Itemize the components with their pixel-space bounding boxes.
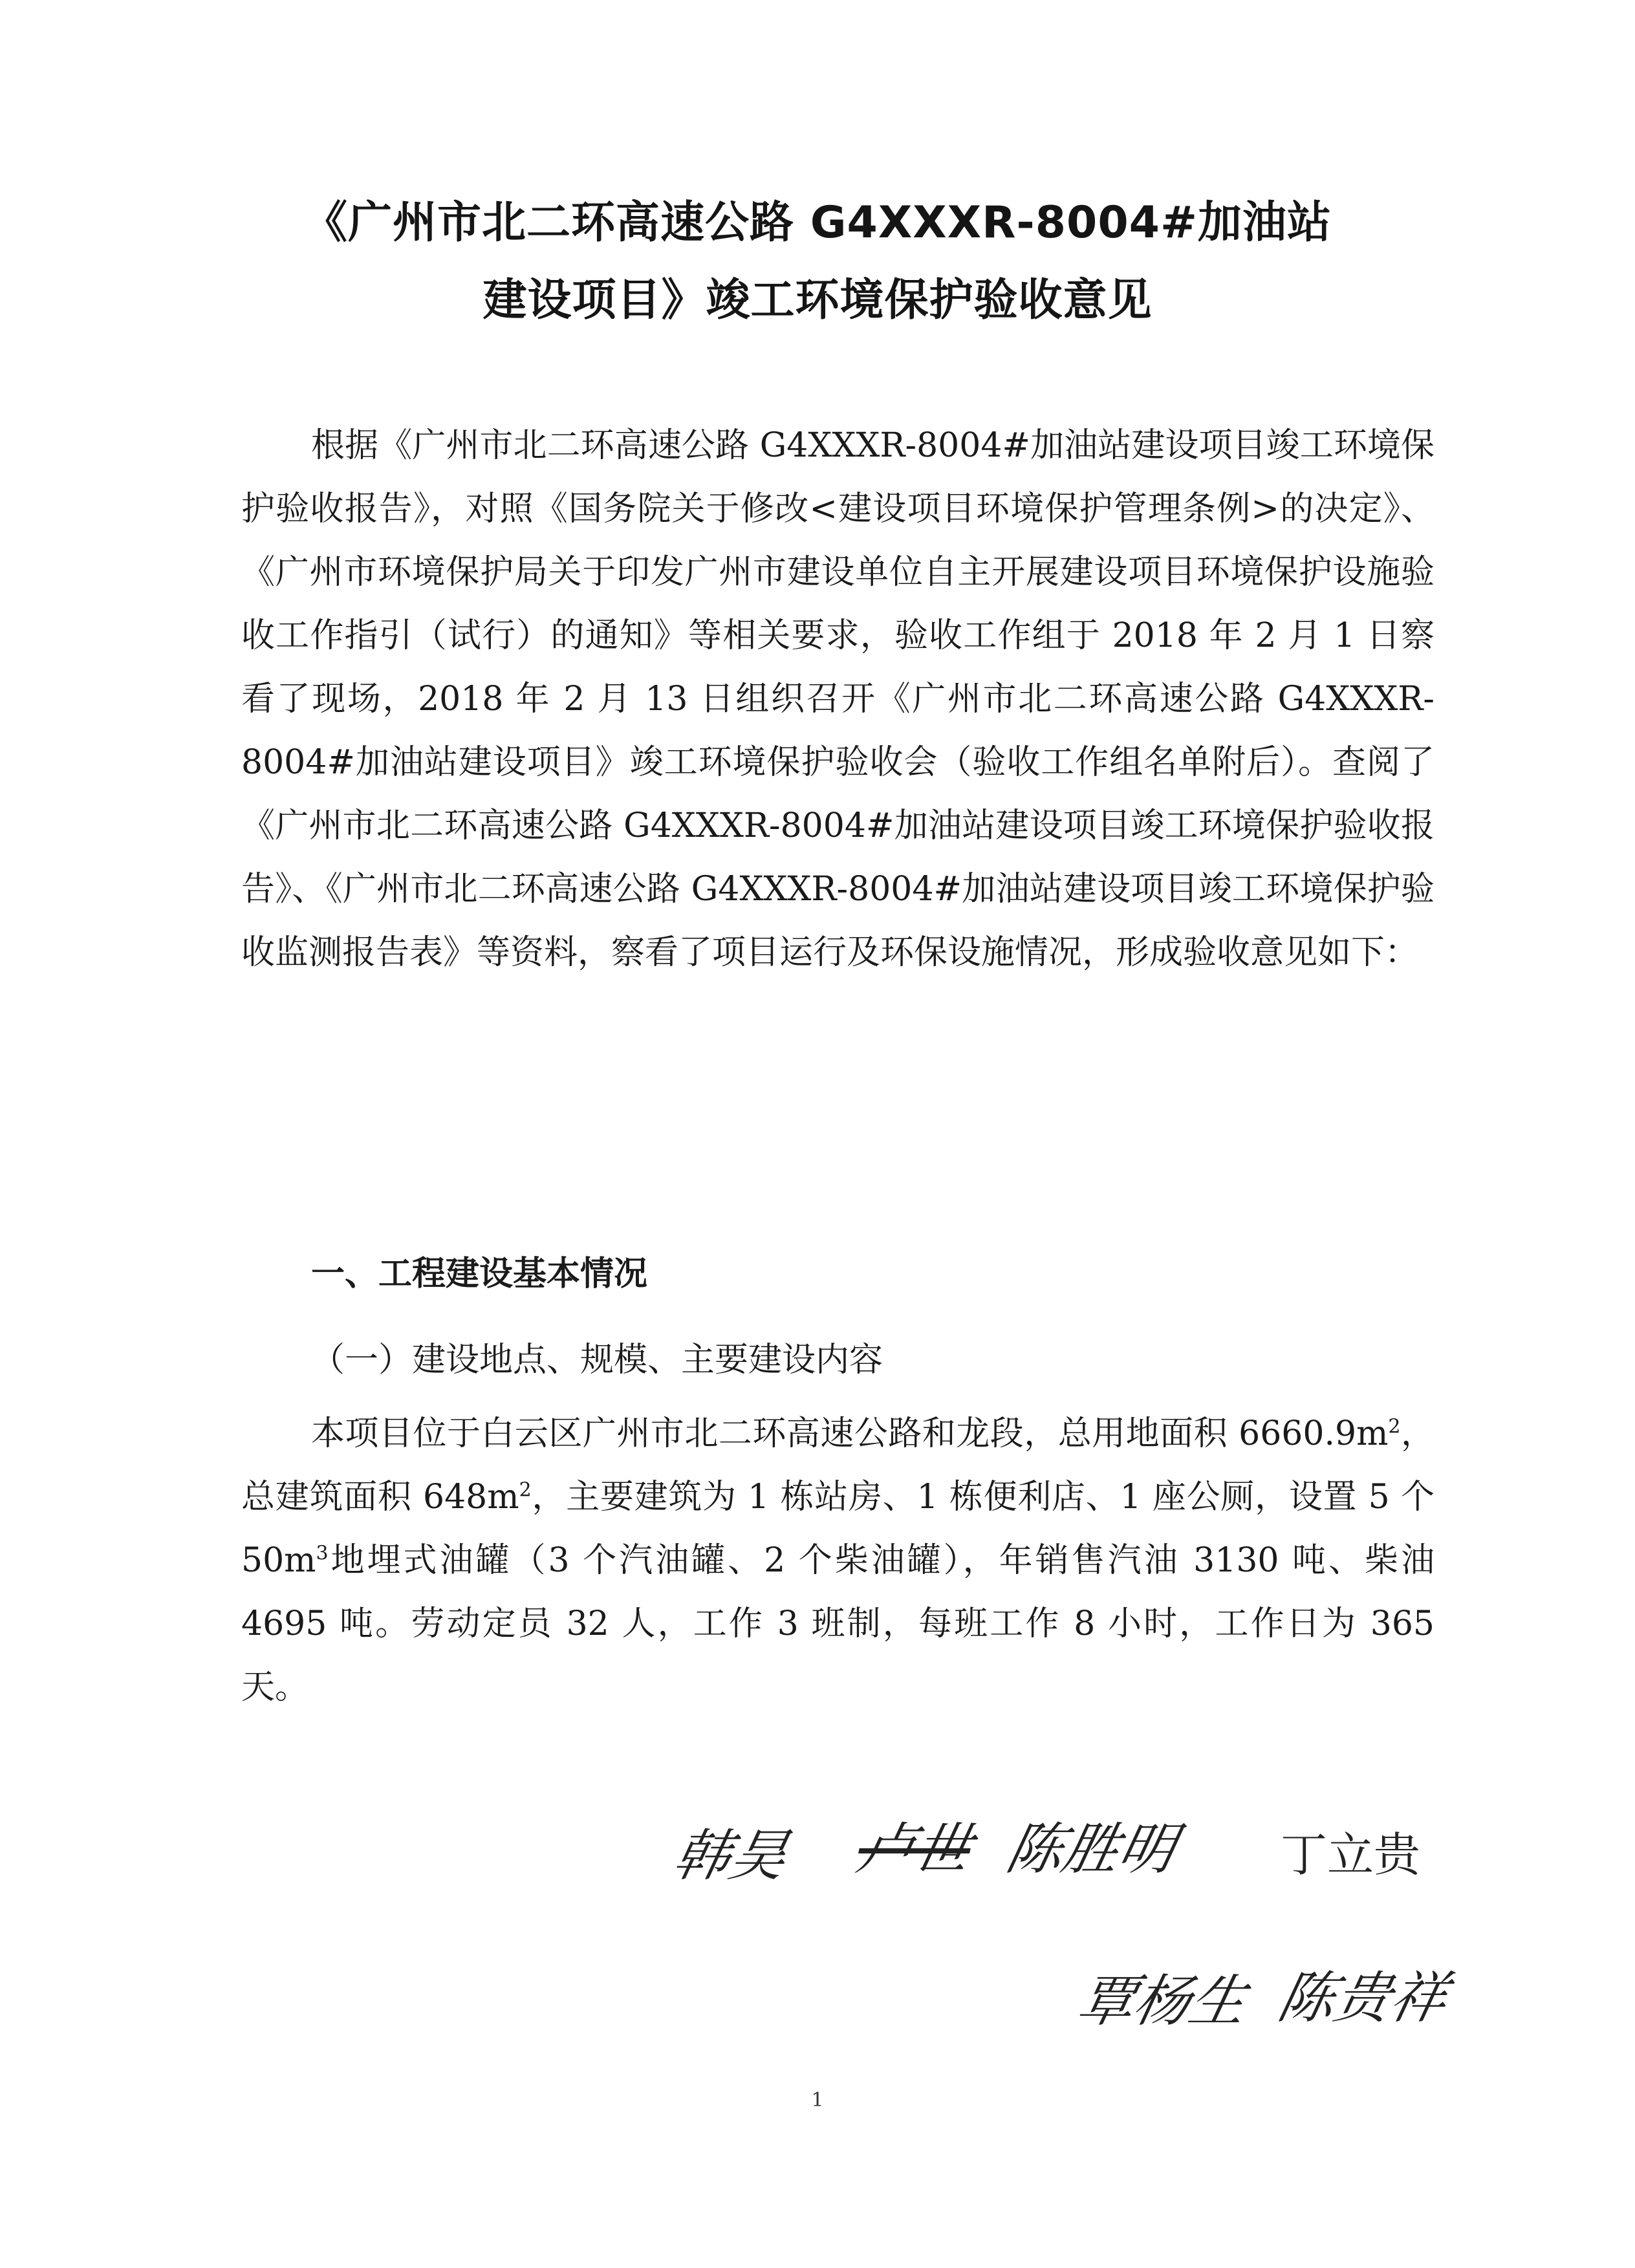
section-heading-1: 一、工程建设基本情况: [311, 1255, 648, 1293]
superscript-area-unit-2: 2: [519, 1478, 532, 1502]
handwritten-signature-3: 陈胜明: [1001, 1817, 1182, 1882]
document-title-line-2: 建设项目》竣工环境保护验收意见: [482, 275, 1153, 326]
project-text-part-2: ，总建筑面积 648m: [241, 1414, 1435, 1517]
page-number: 1: [811, 2089, 824, 2111]
handwritten-signature-2: 卢世: [852, 1817, 977, 1882]
superscript-area-unit: 2: [1388, 1415, 1401, 1438]
handwritten-signature-4: 丁立贵: [1281, 1828, 1421, 1882]
project-paragraph: [241, 1402, 1435, 1719]
project-text-part-3: ，主要建筑为 1 栋站房、1 栋便利店、1 座公厕，设置 5 个 50m: [241, 1478, 1435, 1580]
handwritten-signature-1: 韩昊: [667, 1824, 793, 1888]
intro-paragraph: 根据《广州市北二环高速公路 G4XXXR-8004#加油站建设项目竣工环境保护验收报告》，对照《国务院关于修改<建设项目环境保护管理条例>的决定》、《广州市环境保护局关于印发广州市建设单位自主开展建设项目环境保护设施验收工作指引（试行）的通知》等相关要求，验收工作组于 2018 年 2 月 1 日察看了现场，2018 年 2 月 13 日组织召开《广州市北二环高速公路 G4XXXR-8004#加油站建设项目》竣工环境保护验收会（验收工作组名单附后）。查阅了《广州市北二环高速公路 G4XXXR-8004#加油站建设项目竣工环境保护验收报告》、《广州市北二环高速公路 G4XXXR-8004#加油站建设项目竣工环境保护验收监测报告表》等资料，察看了项目运行及环保设施情况，形成验收意见如下：: [241, 426, 1435, 972]
project-text-part-1: 本项目位于白云区广州市北二环高速公路和龙段，总用地面积 6660.9m: [311, 1414, 1389, 1453]
superscript-volume-unit: 3: [316, 1542, 329, 1565]
signature-block: [647, 1785, 1552, 2108]
subsection-heading-1: （一）建设地点、规模、主要建设内容: [311, 1341, 883, 1379]
handwritten-signature-6: 陈贵祥: [1272, 1966, 1453, 2031]
project-text-part-4: 地埋式油罐（3 个汽油罐、2 个柴油罐），年销售汽油 3130 吨、柴油 4695 吨。劳动定员 32 人，工作 3 班制，每班工作 8 小时，工作日为 365 天。: [241, 1541, 1435, 1707]
document-title-line-1: 《广州市北二环高速公路 G4XXXR-8004#加油站: [303, 197, 1332, 248]
handwritten-signature-5: 覃杨生: [1072, 1969, 1253, 2034]
